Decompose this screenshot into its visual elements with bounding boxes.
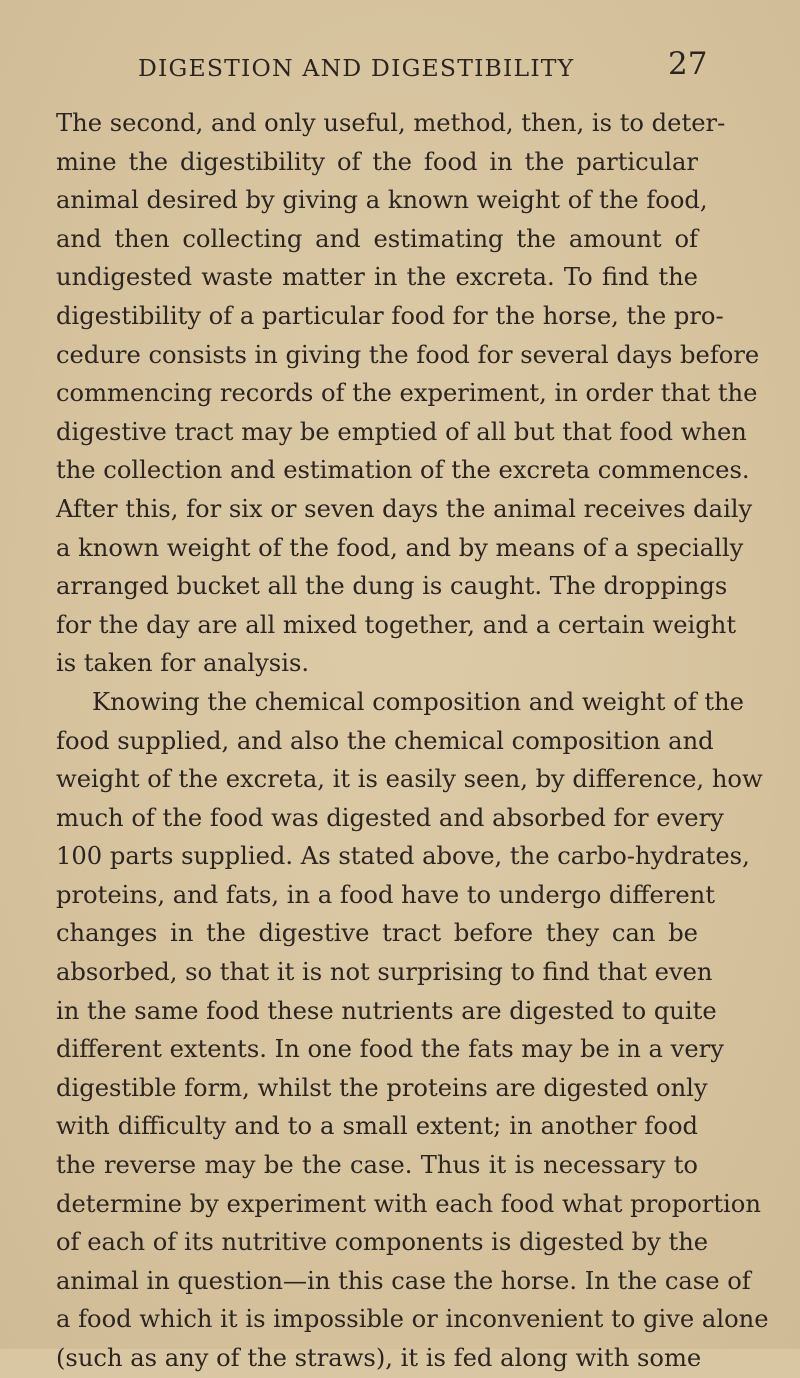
text-line: a known weight of the food, and by means of a specially [56,533,744,562]
text-line: undigested waste matter in the excreta. To find the [56,263,698,292]
page-number: 27 [668,46,708,82]
text-line: in the same food these nutrients are digested to quite [56,996,717,1025]
text-line: cedure consists in giving the food for several days before [56,340,760,369]
text-line: animal in question—in this case the horse. In the case of [56,1266,751,1295]
text-line: a food which it is impossible or inconvenient to give alone [56,1305,769,1334]
text-line: and then collecting and estimating the amount of [56,224,698,253]
text-line: mine the digestibility of the food in the particular [56,147,698,176]
paragraph-start-line: Knowing the chemical composition and weight of the [92,687,744,716]
text-line: with difficulty and to a small extent; in another food [56,1112,698,1141]
text-line: weight of the excreta, it is easily seen, by difference, how [56,765,763,794]
text-line: commencing records of the experiment, in order that the [56,379,758,408]
text-line: much of the food was digested and absorbed for every [56,803,724,832]
body-text [56,104,769,1378]
text-line: animal desired by giving a known weight of the food, [56,186,708,215]
text-line: proteins, and fats, in a food have to undergo different [56,880,715,909]
text-line: the collection and estimation of the excreta commences. [56,456,750,485]
text-line: digestive tract may be emptied of all but that food when [56,417,747,446]
text-line: determine by experiment with each food what proportion [56,1189,761,1218]
text-line: After this, for six or seven days the animal receives daily [56,494,753,523]
text-line: the reverse may be the case. Thus it is necessary to [56,1151,698,1180]
text-line: The second, and only useful, method, then, is to deter- [56,109,726,137]
text-line: arranged bucket all the dung is caught. The droppings [56,572,728,601]
text-line: of each of its nutritive components is digested by the [56,1228,709,1257]
text-line: changes in the digestive tract before they can be [56,919,698,948]
running-title: DIGESTION AND DIGESTIBILITY [138,54,575,82]
text-line: absorbed, so that it is not surprising to find that even [56,958,713,987]
text-line: digestible form, whilst the proteins are digested only [56,1073,708,1102]
running-head [0,46,800,86]
text-line: (such as any of the straws), it is fed along with some [56,1344,702,1372]
text-line: digestibility of a particular food for the horse, the pro- [56,301,724,330]
text-line: food supplied, and also the chemical composition and [56,726,714,755]
text-line: for the day are all mixed together, and a certain weight [56,610,737,639]
paragraph-end-line: is taken for analysis. [56,649,310,678]
text-line: 100 parts supplied. As stated above, the carbo-hydrates, [56,842,750,871]
text-line: different extents. In one food the fats may be in a very [56,1035,724,1064]
